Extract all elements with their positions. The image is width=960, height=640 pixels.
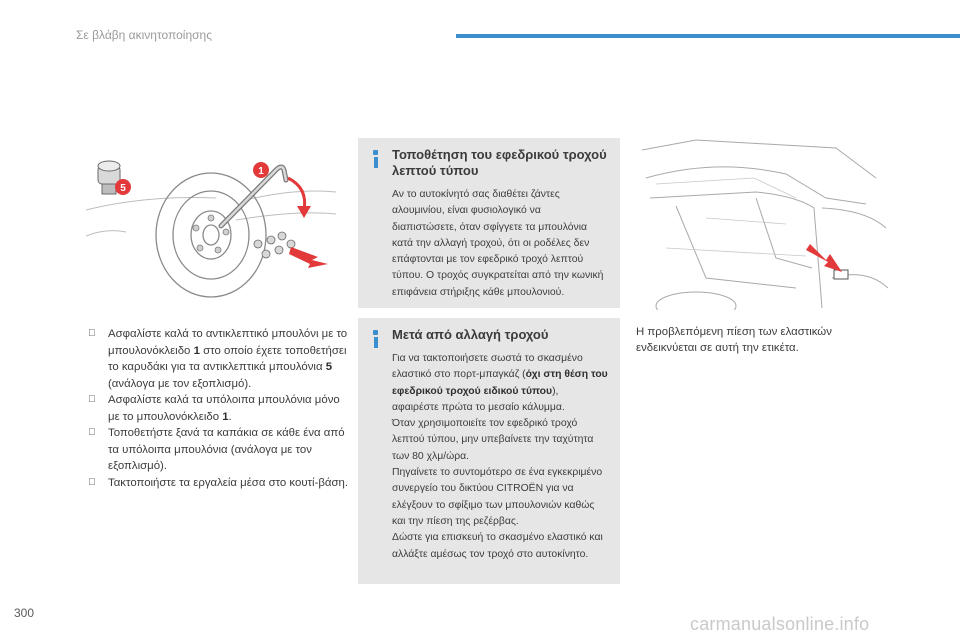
- list-item: Ασφαλίστε καλά το αντικλεπτικό μπουλόνι με το μπουλονόκλειδο 1 στο οποίο έχετε τοποθετήσει το καρυδάκι για τα αντικλεπτικά μπουλόνια 5 (ανάλογα με τον εξοπλισμό).: [88, 326, 350, 392]
- tyre-label-caption: Η προβλεπόμενη πίεση των ελαστικών ενδεικνύεται σε αυτή την ετικέτα.: [636, 326, 832, 354]
- info-box-body: Αν το αυτοκίνητό σας διαθέτει ζάντες αλουμινίου, είναι φυσιολογικό να διαπιστώσετε, όταν σφίγγετε τα μπουλόνια κατά την αλλαγή τροχού, ότι οι ροδέλες δεν επάφτονται με τον εφεδρικό τροχό λεπτού τύπου. Ο τροχός συγκρατείται από την κωνική επιφάνεια στήριξης κάθε μπουλονιού.: [392, 189, 604, 298]
- page-header-title: Σε βλάβη ακινητοποίησης: [76, 28, 213, 42]
- info-box-title: Μετά από αλλαγή τροχού: [392, 327, 549, 342]
- svg-text:5: 5: [120, 183, 126, 194]
- info-box-spare-wheel-fitting: [358, 138, 620, 308]
- car-door-label-illustration: [636, 138, 888, 310]
- callout-5-badge: [115, 179, 131, 195]
- spare-wheel-illustration: [86, 140, 336, 310]
- watermark: carmanualsonline.info: [690, 614, 870, 634]
- info-icon: [371, 330, 381, 348]
- bullet-marker: [88, 425, 96, 442]
- bullet-marker: [88, 475, 96, 492]
- info-icon: [371, 150, 381, 168]
- info-box-after-wheel-change: [358, 318, 620, 584]
- callout-1-badge: [253, 162, 269, 178]
- info-box-body: Για να τακτοποιήσετε σωστά το σκασμένο ελαστικό στο πορτ-μπαγκάζ (όχι στη θέση του εφεδρικού τροχού ειδικού τύπου), αφαιρέστε πρώτα το μεσαίο κάλυμμα. Όταν χρησιμοποιείτε τον εφεδρικό τροχό λεπτού τύπου, μην υπεβαίνετε την ταχύτητα των 80 χλμ/ώρα. Πηγαίνετε το συντομότερο σε ένα εγκεκριμένο συνεργείο του δικτύου CITROËN για να ελέγξουν το σφίξιμο των μπουλονιών καθώς και την πίεση της ρεζέρβας. Δώστε για επισκευή το σκασμένο ελαστικό και αλλάξτε αμέσως τον τροχό στο αυτοκίνητο.: [392, 353, 608, 560]
- header-accent-bar: [456, 34, 960, 38]
- page-number: 300: [14, 606, 35, 620]
- bullet-marker: [88, 392, 96, 409]
- info-box-title: Τοποθέτηση του εφεδρικού τροχού λεπτού τύπου: [392, 147, 607, 178]
- bullet-marker: [88, 326, 96, 343]
- list-item: Τακτοποιήστε τα εργαλεία μέσα στο κουτί-βάση.: [88, 475, 350, 492]
- reassembly-instructions: [88, 326, 350, 491]
- list-item: Τοποθετήστε ξανά τα καπάκια σε κάθε ένα από τα υπόλοιπα μπουλόνια (ανάλογα με τον εξοπλισμό).: [88, 425, 350, 475]
- list-item: Ασφαλίστε καλά τα υπόλοιπα μπουλόνια μόνο με το μπουλονόκλειδο 1.: [88, 392, 350, 425]
- svg-text:1: 1: [258, 166, 264, 177]
